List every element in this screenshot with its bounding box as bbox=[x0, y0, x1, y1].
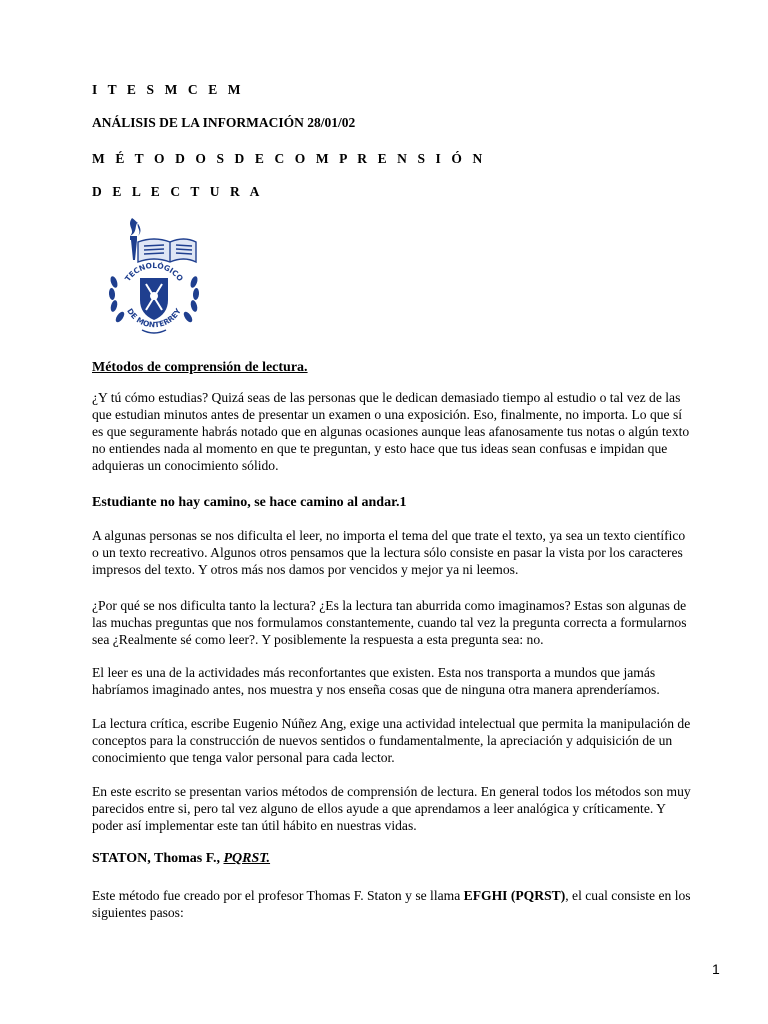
header-institution: I T E S M C E M bbox=[92, 82, 245, 97]
header-title-1: M É T O D O S D E C O M P R E N S I Ó N bbox=[92, 151, 486, 166]
paragraph-intro: ¿Y tú cómo estudias? Quizá seas de las personas que le dedican demasiado tiempo al estudio o tal vez de las que estudian minutos antes de presentar un examen o una exposición. Eso, finalmente, no importa. Lo que sí es que seguramente habrás notado que en algunas ocasiones aunque leas afanosamente tus notas o algún texto no entiendes nada al momento en que te preguntan, y esto hace que tus ideas sean confusas e impidan que adquieras un conocimiento sólido. bbox=[92, 390, 690, 473]
book-icon bbox=[138, 239, 196, 262]
paragraph-lectura-critica: La lectura crítica, escribe Eugenio Núñez Ang, exige una actividad intelectual que permita la manipulación de conceptos para la construcción de nuevos sentidos o fundamentalmente, la apreciación y adquisición de un conocimiento que tenga valor personal para cada lector. bbox=[92, 716, 691, 765]
tec-monterrey-logo bbox=[104, 212, 204, 342]
section-title-estudiante: Estudiante no hay camino, se hace camino al andar.1 bbox=[92, 495, 407, 510]
staton-work-link: PQRST. bbox=[223, 851, 271, 866]
paragraph-metodos: En este escrito se presentan varios métodos de comprensión de lectura. En general todos los métodos son muy parecidos entre si, pero tal vez alguno de ellos ayude a que aprendamos a leer analógica y críticamente. Y poder así implementar este tan útil hábito en nuestras vidas. bbox=[92, 784, 691, 833]
logo-text-top: TECNOLÓGICO bbox=[123, 260, 185, 284]
section-title-metodos: Métodos de comprensión de lectura. bbox=[92, 360, 308, 375]
shield-icon bbox=[140, 278, 168, 320]
section-title-staton bbox=[92, 851, 270, 867]
method-name: EFGHI (PQRST) bbox=[463, 888, 566, 903]
staton-author: STATON, Thomas F., bbox=[92, 851, 224, 866]
paragraph-dificultad: A algunas personas se nos dificulta el leer, no importa el tema del que trate el texto, ya sea un texto científico o un texto recreativo. Algunos otros pensamos que la lectura sólo consiste en pasar la vista por los caracteres impresos del texto. Y otros más nos damos por vencidos y mejor ya ni leemos. bbox=[92, 528, 686, 577]
header-course: ANÁLISIS DE LA INFORMACIÓN 28/01/02 bbox=[92, 115, 356, 130]
logo-text-bottom: DE MONTERREY bbox=[125, 306, 183, 330]
header-title-2: D E L E C T U R A bbox=[92, 184, 263, 199]
paragraph-leer: El leer es una de la actividades más reconfortantes que existen. Esta nos transporta a mundos que jamás habríamos imaginado antes, nos muestra y nos enseña cosas que de ninguna otra manera aprenderíamos. bbox=[92, 665, 660, 697]
paragraph-staton: Este método fue creado por el profesor Thomas F. Staton y se llama EFGHI (PQRST), el cual consiste en los siguientes pasos: bbox=[92, 888, 691, 920]
paragraph-preguntas: ¿Por qué se nos dificulta tanto la lectura? ¿Es la lectura tan aburrida como imaginamos? Estas son algunas de las muchas preguntas que nos formulamos constantemente, cuando tal vez la pregunta correcta a formularnos sea ¿Realmente sé como leer?. Y posiblemente la respuesta a esta pregunta sea: no. bbox=[92, 598, 687, 647]
page-number: 1 bbox=[712, 961, 720, 977]
